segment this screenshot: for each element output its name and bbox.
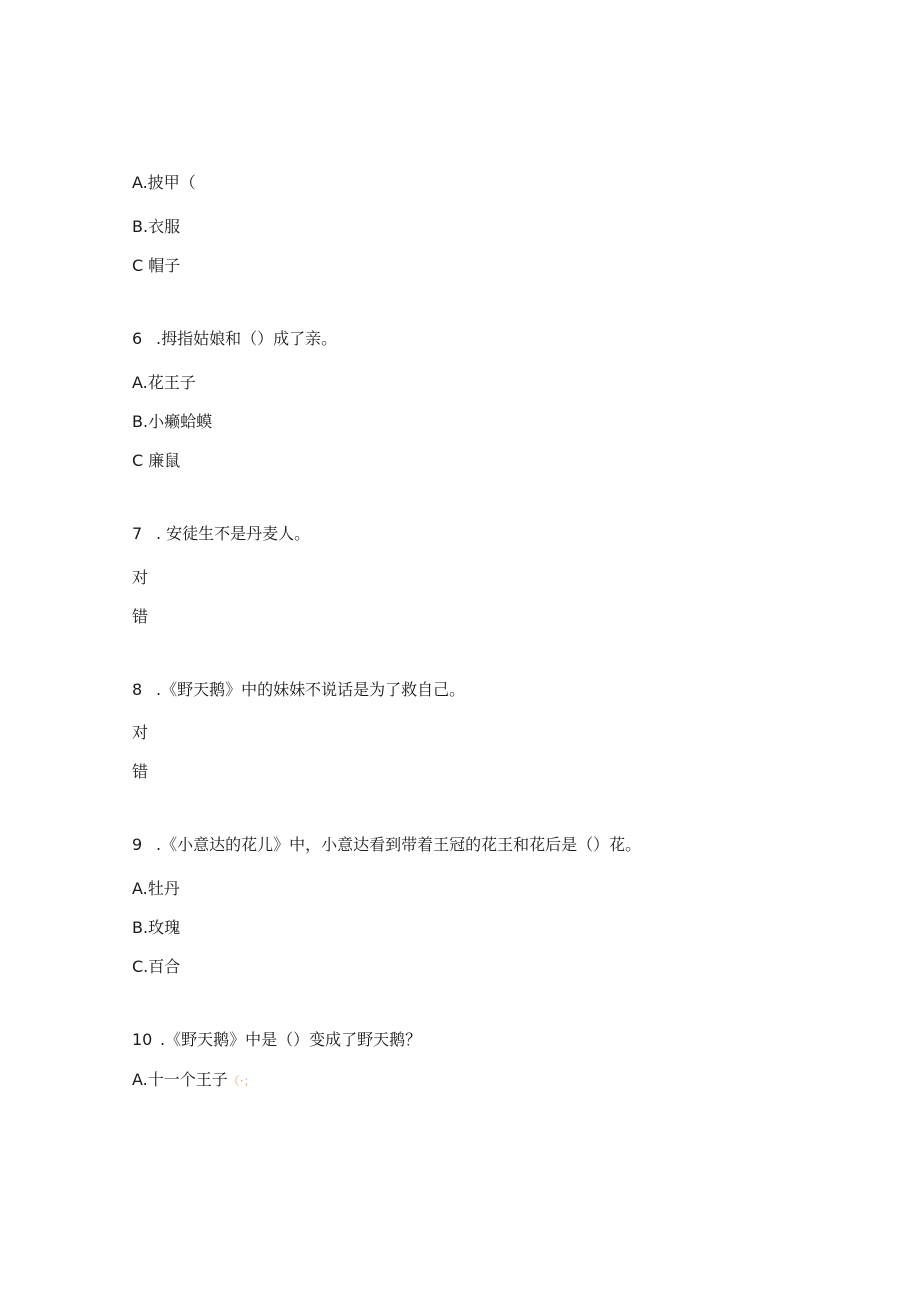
option-a: A.十一个王子（·； <box>132 1070 256 1089</box>
question-number: 10 <box>132 1030 153 1049</box>
question-number: 8 <box>132 680 143 699</box>
option-a: A.披甲（ <box>132 173 196 192</box>
question-text: . 安徒生不是丹麦人。 <box>156 524 311 543</box>
question-6 <box>132 329 337 349</box>
option-a: A.花王子 <box>132 373 196 392</box>
question-7 <box>132 524 310 544</box>
stray-mark: （·； <box>227 1074 256 1088</box>
option-b: B.小癞蛤蟆 <box>132 412 213 431</box>
question-text: .《野天鹅》中是（）变成了野天鹅？ <box>160 1030 422 1049</box>
question-number: 6 <box>132 329 143 348</box>
question-10 <box>132 1030 421 1050</box>
question-text: .《小意达的花儿》中，小意达看到带着王冠的花王和花后是（）花。 <box>156 835 642 854</box>
option-true: 对 <box>132 723 149 742</box>
option-false: 错 <box>132 607 149 626</box>
question-number: 9 <box>132 835 143 854</box>
question-number: 7 <box>132 524 143 543</box>
option-b: B.玫瑰 <box>132 918 181 937</box>
option-c: C 帽子 <box>132 256 181 275</box>
question-9 <box>132 835 641 855</box>
option-false: 错 <box>132 762 149 781</box>
question-text: .《野天鹅》中的妹妹不说话是为了救自己。 <box>156 680 466 699</box>
question-8 <box>132 680 465 700</box>
option-c: C.百合 <box>132 957 181 976</box>
option-true: 对 <box>132 568 149 587</box>
option-c: C 廉鼠 <box>132 451 181 470</box>
option-a: A.牡丹 <box>132 879 180 898</box>
question-text: .拇指姑娘和（）成了亲。 <box>156 329 338 348</box>
option-b: B.衣服 <box>132 217 181 236</box>
